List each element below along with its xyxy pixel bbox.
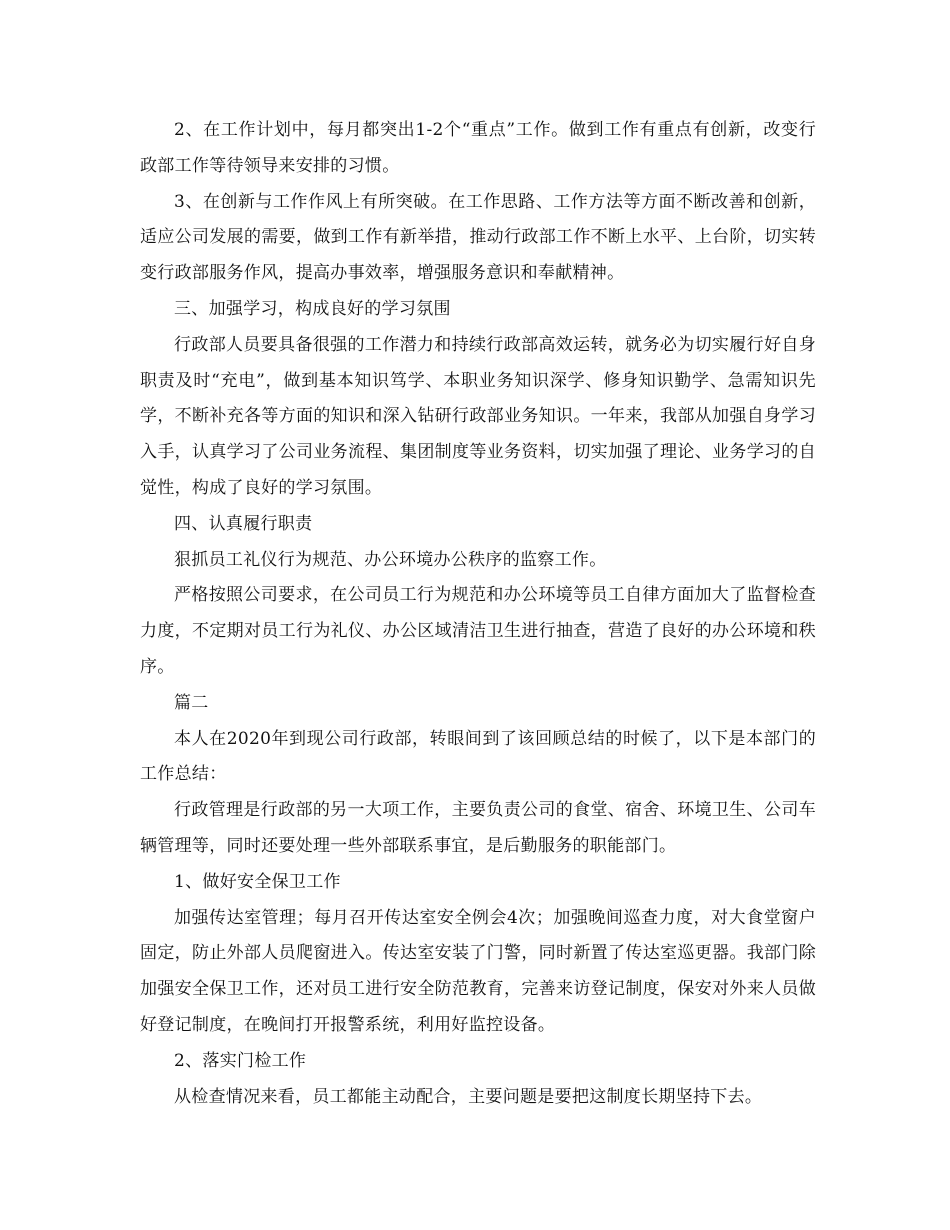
section-heading-duties: 四、认真履行职责	[174, 513, 313, 534]
item-heading-security: 1、做好安全保卫工作	[174, 871, 341, 892]
paragraph-item-2-key-work: 2、在工作计划中，每月都突出1-2个“重点”工作。做到工作有重点有创新，改变行政部工作等待领导来安排的习惯。	[140, 120, 816, 176]
paragraph-etiquette-inspection: 狠抓员工礼仪行为规范、办公环境办公秩序的监察工作。	[174, 549, 607, 570]
paragraph-study-body: 行政部人员要具备很强的工作潜力和持续行政部高效运转，就务必为切实履行好自身职责及时“充电”，做到基本知识笃学、本职业务知识深学、修身知识勤学、急需知识先学，不断补充各等方面的知识和深入钻研行政部业务知识。一年来，我部从加强自身学习入手，认真学习了公司业务流程、集团制度等业务资料，切实加强了理论、业务学习的自觉性，构成了良好的学习氛围。	[140, 334, 816, 498]
section-heading-study: 三、加强学习，构成良好的学习氛围	[174, 298, 451, 319]
document-page	[140, 113, 816, 1115]
item-heading-gate-check: 2、落实门检工作	[174, 1050, 307, 1071]
part-heading-two: 篇二	[174, 692, 209, 713]
paragraph-intro-summary: 本人在2020年到现公司行政部，转眼间到了该回顾总结的时候了，以下是本部门的工作总结：	[140, 728, 816, 785]
paragraph-item-3-innovation: 3、在创新与工作作风上有所突破。在工作思路、工作方法等方面不断改善和创新，适应公司发展的需要，做到工作有新举措，推动行政部工作不断上水平、上台阶，切实转变行政部服务作风，提高办事效率，增强服务意识和奉献精神。	[140, 191, 816, 284]
paragraph-admin-management: 行政管理是行政部的另一大项工作，主要负责公司的食堂、宿舍、环境卫生、公司车辆管理等，同时还要处理一些外部联系事宜，是后勤服务的职能部门。	[140, 800, 816, 856]
paragraph-gate-check-body: 从检查情况来看，员工都能主动配合，主要问题是要把这制度长期坚持下去。	[174, 1086, 763, 1107]
paragraph-security-body: 加强传达室管理；每月召开传达室安全例会4次；加强晚间巡查力度，对大食堂窗户固定，防止外部人员爬窗进入。传达室安装了门警，同时新置了传达室巡更器。我部门除加强安全保卫工作，还对员工进行安全防范教育，完善来访登记制度，保安对外来人员做好登记制度，在晚间打开报警系统，利用好监控设备。	[140, 907, 816, 1035]
paragraph-supervision: 严格按照公司要求，在公司员工行为规范和办公环境等员工自律方面加大了监督检查力度，不定期对员工行为礼仪、办公区域清洁卫生进行抽查，营造了良好的办公环境和秩序。	[140, 585, 816, 677]
